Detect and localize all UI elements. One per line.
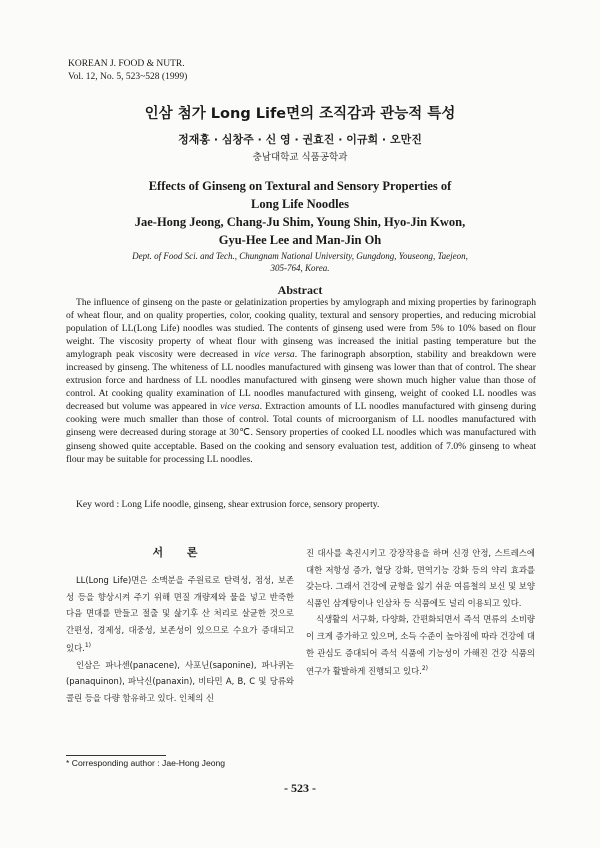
english-title	[0, 177, 600, 213]
intro-paragraph-3: 진 대사를 촉진시키고 강장작용을 하며 신경 안정, 스트레스에 대한 저항성 증가, 혈당 강화, 면역기능 강화 등의 약리 효과를 갖는다. 그래서 건강에 균형을 잃기 쉬운 여름철의 보신 및 보양식품인 삼계탕이나 인삼차 등 식품에도 널리 이용되고 있다.	[306, 548, 535, 608]
english-title-line-2: Long Life Noodles	[251, 197, 349, 211]
intro-paragraph-4	[306, 611, 535, 679]
journal-volume: Vol. 12, No. 5, 523~528 (1999)	[68, 72, 188, 82]
abstract-text-a: The influence of ginseng on the paste or gelatinization properties by amylograph and mixing properties by farinograph of wheat flour, and on quality properties, color, cooking quality, textural and sensory properties, and reducing microbial population of LL(Long Life) noodles was studied. The contents of ginseng used were from 5% to 10% based on flour weight. The viscosity property of wheat flour with ginseng was increased the initial pasting temperature but the amylograph peak viscosity were decreased in	[66, 297, 536, 361]
korean-authors: 정재홍 · 심창주 · 신 영 · 권효진 · 이규희 · 오만진	[178, 133, 422, 146]
english-authors-line-2: Gyu-Hee Lee and Man-Jin Oh	[218, 233, 382, 247]
english-authors-line-1: Jae-Hong Jeong, Chang-Ju Shim, Young Shin, Hyo-Jin Kwon,	[134, 215, 466, 229]
abstract-vice-versa-1: vice versa	[254, 349, 295, 361]
keywords: Key word : Long Life noodle, ginseng, shear extrusion force, sensory property.	[76, 499, 380, 510]
journal-name: KOREAN J. FOOD & NUTR.	[68, 59, 185, 69]
english-title-line-1: Effects of Ginseng on Textural and Sensory Properties of	[148, 179, 452, 193]
reference-marker-2: 2)	[421, 665, 428, 673]
english-authors	[0, 213, 600, 249]
abstract-heading: Abstract	[277, 283, 323, 297]
intro-paragraph-1	[66, 572, 294, 657]
abstract-text-b: . The farinograph absorption, stability and breakdown were increased by ginseng. The whiteness of LL noodles manufactured with ginseng was lower than that of control. The shear extrusion force and hardness of LL noodles manufactured with ginseng were shown much higher value than those of control. At cooking quality examination of LL noodles manufactured with ginseng, weight of cooked LL noodles was decreased but volume was appeared in	[66, 349, 536, 413]
footnote-rule	[66, 755, 166, 756]
english-affiliation	[0, 250, 600, 274]
intro-paragraph-4-text: 식생활의 서구화, 다양화, 간편화되면서 즉석 면류의 소비량이 크게 증가하고 있으며, 소득 수준이 높아짐에 따라 건강에 대한 관심도 증대되어 즉석 식품에 기능성이 가해진 건강 식품의 연구가 활발하게 진행되고 있다.	[306, 614, 535, 676]
english-affiliation-line-2: 305-764, Korea.	[270, 263, 330, 273]
abstract-text-c: . Extraction amounts of LL noodles manufactured with ginseng during cooking were much smaller than those of control. Total counts of microorganism of LL noodles manufactured with ginseng were decreased during storage at 30℃. Sensory properties of cooked LL noodles which was manufactured with ginseng showed quite acceptable. Based on the cooking and sensory evaluation test, addition of 7.0% ginseng to wheat flour may be suitable for processing LL noodles.	[66, 401, 536, 465]
right-column	[306, 545, 535, 680]
abstract-body	[66, 296, 536, 466]
intro-paragraph-1-text: LL(Long Life)면은 소맥분을 주원료로 탄력성, 점성, 보존성 등을 향상시켜 주기 위해 면질 개량제와 물을 넣고 반죽한 다음 면대를 만들고 절출 및 삶기후 산 처리로 살균한 것으로 간편성, 경제성, 대중성, 보존성이 있으므로 수요가 증대되고 있다.	[66, 575, 294, 654]
abstract-vice-versa-2: vice versa	[220, 401, 260, 413]
journal-citation	[68, 58, 187, 84]
page-number: - 523 -	[284, 781, 316, 795]
intro-paragraph-2: 인삼은 파나센(panacene), 사포닌(saponine), 파나퀴논(panaquinon), 파낙신(panaxin), 비타민 A, B, C 및 당류와 콜린 등을 다량 함유하고 있다. 인체의 신	[66, 659, 294, 703]
footnote: * Corresponding author : Jae-Hong Jeong	[66, 758, 226, 768]
left-column	[66, 572, 294, 707]
reference-marker-1: 1)	[84, 642, 92, 650]
introduction-heading: 서 론	[152, 546, 208, 559]
english-affiliation-line-1: Dept. of Food Sci. and Tech., Chungnam National University, Gungdong, Youseong, Taejeon,	[132, 251, 468, 261]
korean-title: 인삼 첨가 Long Life면의 조직감과 관능적 특성	[144, 106, 456, 122]
korean-affiliation: 충남대학교 식품공학과	[252, 152, 348, 163]
